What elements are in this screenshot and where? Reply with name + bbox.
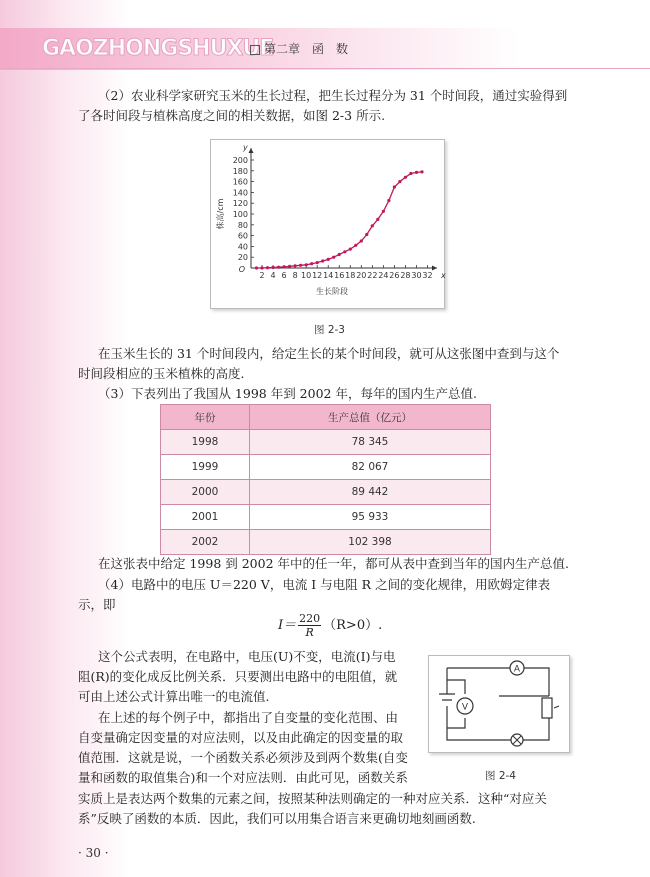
y-tick-label: 180 — [232, 166, 248, 176]
x-tick-label: 2 — [259, 271, 265, 280]
data-point — [376, 218, 379, 221]
x-tick-label: 24 — [378, 271, 389, 280]
y-tick-label: 200 — [232, 156, 248, 165]
paragraph-6-line2: 示，即 — [78, 597, 116, 612]
paragraph-8-line2: 自变量确定因变量的对应法则，以及由此确定的因变量的取 — [78, 730, 404, 745]
y-axis-label: 株高/cm — [216, 198, 225, 230]
data-point — [266, 266, 269, 269]
year-cell: 2000 — [161, 480, 250, 505]
formula-condition: （R>0）. — [323, 618, 383, 633]
page-number: · 30 · — [78, 846, 109, 860]
paragraph-2-line2: 了各时间段与植株高度之间的相关数据，如图 2-3 所示. — [78, 108, 386, 123]
y-tick-label: 80 — [237, 220, 248, 230]
formula-denominator: R — [305, 626, 314, 639]
data-point — [338, 253, 341, 256]
table-row — [161, 430, 491, 455]
paragraph-8-line4: 量和函数的取值集合)和一个对应法则．由此可见，函数关系 — [78, 770, 408, 785]
table-row — [161, 505, 491, 530]
ohms-law-formula — [278, 612, 382, 639]
paragraph-3-line1: 在玉米生长的 31 个时间段内，给定生长的某个时间段，就可从这张图中查到与这个 — [98, 346, 560, 361]
formula-lhs: I＝ — [278, 618, 297, 633]
table-row — [161, 455, 491, 480]
header-year: 年份 — [161, 405, 250, 430]
paragraph-3-line2: 时间段相应的玉米植株的高度. — [78, 366, 245, 381]
data-point — [260, 266, 263, 269]
header-rule — [0, 68, 650, 69]
circuit-diagram — [429, 656, 569, 752]
paragraph-7-line2: 阻(R)的变化成反比例关系．只要测出电路中的电阻值，就 — [78, 669, 398, 684]
chapter-title — [250, 40, 348, 57]
paragraph-2-line1: （2）农业科学家研究玉米的生长过程，把生长过程分为 31 个时间段，通过实验得到 — [98, 88, 568, 103]
x-tick-label: 18 — [345, 271, 356, 280]
data-point — [365, 233, 368, 236]
x-axis-label: 生长阶段 — [316, 287, 348, 296]
paragraph-6-line1: （4）电路中的电压 U＝220 V，电流 I 与电阻 R 之间的变化规律，用欧姆定律表 — [98, 577, 551, 592]
x-tick-label: 32 — [422, 271, 433, 280]
rheostat-icon — [542, 698, 552, 718]
y-tick-label: 40 — [237, 242, 248, 252]
x-tick-label: 14 — [323, 271, 334, 280]
gdp-table — [160, 404, 491, 555]
y-tick-label: 160 — [232, 177, 248, 187]
data-point — [283, 265, 286, 268]
header-gdp: 生产总值（亿元） — [250, 405, 491, 430]
paragraph-8-line1: 在上述的每个例子中，都指出了自变量的变化范围、由 — [98, 710, 399, 725]
paragraph-7-line1: 这个公式表明，在电路中，电压(U)不变，电流(I)与电 — [98, 649, 396, 664]
x-tick-label: 20 — [356, 271, 367, 280]
x-tick-label: 26 — [389, 271, 400, 280]
data-point — [404, 176, 407, 179]
data-point — [354, 244, 357, 247]
data-point — [360, 239, 363, 242]
data-point — [387, 199, 390, 202]
y-tick-label: 60 — [237, 231, 248, 241]
table-row — [161, 530, 491, 555]
x-tick-label: 22 — [367, 271, 378, 280]
table-header-row — [161, 405, 491, 430]
table-row — [161, 480, 491, 505]
data-point — [277, 266, 280, 269]
gdp-cell: 78 345 — [250, 430, 491, 455]
data-point — [382, 210, 385, 213]
x-tick-label: 30 — [411, 271, 422, 280]
gdp-cell: 102 398 — [250, 530, 491, 555]
data-point — [316, 261, 319, 264]
data-point — [371, 224, 374, 227]
battery-icon — [439, 694, 455, 700]
paragraph-8-line6: 系”反映了函数的本质．因此，我们可以用集合语言来更确切地刻画函数. — [78, 811, 476, 826]
paragraph-8-line3: 值范围．这就是说，一个函数关系必须涉及到两个数集(自变 — [78, 750, 408, 765]
x-tick-label: 12 — [312, 271, 323, 280]
paragraph-7-line3: 可由上述公式计算出唯一的电流值. — [78, 689, 270, 704]
formula-fraction — [298, 612, 321, 639]
data-point — [294, 264, 297, 267]
data-point — [288, 265, 291, 268]
x-tick-label: 4 — [270, 271, 276, 280]
data-point — [409, 172, 412, 175]
x-axis-arrow-icon — [432, 266, 437, 271]
data-point — [321, 259, 324, 262]
data-point — [393, 185, 396, 188]
figure-2-3-caption: 图 2-3 — [314, 324, 345, 336]
x-axis-name: x — [441, 271, 446, 280]
circuit-wire-top — [447, 668, 549, 696]
data-point — [327, 258, 330, 261]
data-point — [299, 264, 302, 267]
figure-2-4-caption: 图 2-4 — [485, 770, 516, 782]
year-cell: 2001 — [161, 505, 250, 530]
data-point — [305, 263, 308, 266]
y-axis-name: y — [243, 143, 248, 152]
gdp-cell: 89 442 — [250, 480, 491, 505]
rheostat-slider-icon — [554, 706, 559, 708]
data-point — [310, 262, 313, 265]
figure-2-3 — [210, 139, 445, 309]
square-icon — [250, 45, 260, 55]
y-tick-label: 20 — [237, 253, 248, 263]
gdp-cell: 95 933 — [250, 505, 491, 530]
x-tick-label: 8 — [292, 271, 298, 280]
data-point — [255, 266, 258, 269]
growth-chart — [211, 140, 444, 308]
year-cell: 1999 — [161, 455, 250, 480]
voltmeter-label: V — [461, 702, 469, 713]
y-axis-arrow-icon — [249, 148, 254, 153]
y-tick-label: 100 — [232, 210, 248, 219]
header-logo: GAOZHONGSHUXUE — [42, 36, 274, 61]
x-tick-label: 10 — [301, 271, 312, 280]
data-point — [398, 180, 401, 183]
x-tick-label: 16 — [334, 271, 345, 280]
origin-label: O — [238, 265, 245, 274]
formula-numerator: 220 — [299, 612, 321, 625]
year-cell: 1998 — [161, 430, 250, 455]
figure-2-4 — [428, 655, 570, 753]
data-point — [272, 266, 275, 269]
ammeter-label: A — [513, 664, 521, 675]
paragraph-4: （3）下表列出了我国从 1998 年到 2002 年，每年的国内生产总值. — [98, 386, 477, 401]
year-cell: 2002 — [161, 530, 250, 555]
data-point — [415, 171, 418, 174]
paragraph-5: 在这张表中给定 1998 到 2002 年中的任一年，都可从表中查到当年的国内生产总值. — [98, 556, 569, 571]
data-point — [349, 248, 352, 251]
y-tick-label: 140 — [232, 188, 248, 198]
y-tick-label: 120 — [232, 199, 248, 209]
data-point — [343, 250, 346, 253]
paragraph-8-line5: 实质上是表达两个数集的元素之间，按照某种法则确定的一种对应关系．这种“对应关 — [78, 791, 547, 806]
gdp-cell: 82 067 — [250, 455, 491, 480]
data-point — [420, 170, 423, 173]
x-tick-label: 6 — [281, 271, 287, 280]
x-tick-label: 28 — [400, 271, 411, 280]
data-point — [332, 256, 335, 259]
chapter-text: 第二章 函 数 — [264, 42, 349, 56]
